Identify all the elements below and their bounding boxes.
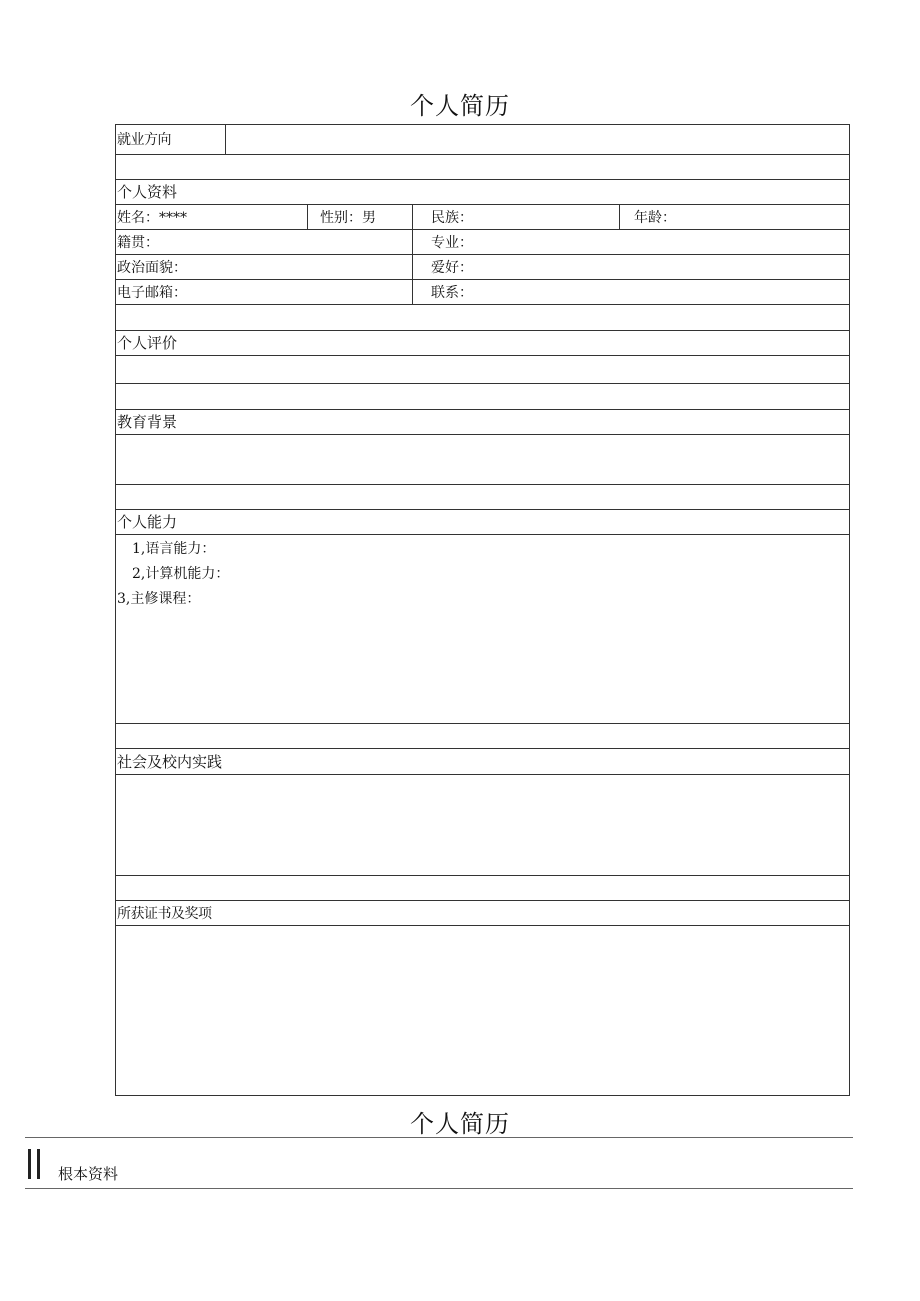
ability-item-courses: 3,主修课程： (117, 591, 201, 607)
certificates-content[interactable] (116, 926, 849, 1096)
email-field[interactable]: 电子邮箱： (117, 285, 187, 301)
personal-row-1 (116, 205, 849, 230)
gender-field[interactable]: 性别：男 (307, 205, 412, 229)
evaluation-content[interactable] (116, 356, 849, 384)
practice-heading: 社会及校内实践 (117, 753, 223, 771)
personal-row-2 (116, 230, 849, 255)
ability-item-language: 1,语言能力： (132, 541, 216, 557)
personal-heading-row (116, 180, 849, 205)
career-row (116, 125, 849, 155)
education-heading: 教育背景 (117, 413, 178, 431)
basic-info-heading: 根本资料 (58, 1165, 119, 1183)
page-title: 个人简历 (410, 92, 510, 120)
career-value[interactable] (225, 125, 849, 154)
certificates-heading-row (116, 901, 849, 926)
education-content[interactable] (116, 435, 849, 485)
career-label: 就业方向 (117, 132, 171, 148)
blank-row (116, 485, 849, 510)
blank-row (116, 305, 849, 331)
divider (25, 1137, 853, 1138)
name-field[interactable]: 姓名：**** (117, 210, 187, 226)
hometown-field[interactable]: 籍贯： (117, 235, 159, 251)
personal-heading: 个人资料 (117, 183, 178, 201)
contact-field[interactable]: 联系： (412, 280, 849, 304)
resume-table (115, 124, 850, 1096)
blank-row (116, 155, 849, 180)
personal-row-4 (116, 280, 849, 305)
ability-heading: 个人能力 (117, 513, 178, 531)
blank-row (116, 384, 849, 410)
practice-content[interactable] (116, 775, 849, 876)
political-field[interactable]: 政治面貌： (117, 260, 187, 276)
personal-row-3 (116, 255, 849, 280)
evaluation-heading: 个人评价 (117, 334, 178, 352)
hobby-field[interactable]: 爱好： (412, 255, 849, 279)
practice-heading-row (116, 749, 849, 775)
section-marker-icon (28, 1149, 40, 1179)
second-page-title: 个人简历 (410, 1110, 510, 1138)
blank-row (116, 724, 849, 749)
age-field[interactable]: 年龄： (619, 205, 849, 229)
ethnicity-field[interactable]: 民族： (412, 205, 619, 229)
education-heading-row (116, 410, 849, 435)
evaluation-heading-row (116, 331, 849, 356)
ability-heading-row (116, 510, 849, 535)
certificates-heading: 所获证书及奖项 (117, 906, 212, 922)
ability-content[interactable] (116, 535, 849, 724)
blank-row (116, 876, 849, 901)
divider (25, 1188, 853, 1189)
ability-item-computer: 2,计算机能力： (132, 566, 230, 582)
major-field[interactable]: 专业： (412, 230, 849, 254)
